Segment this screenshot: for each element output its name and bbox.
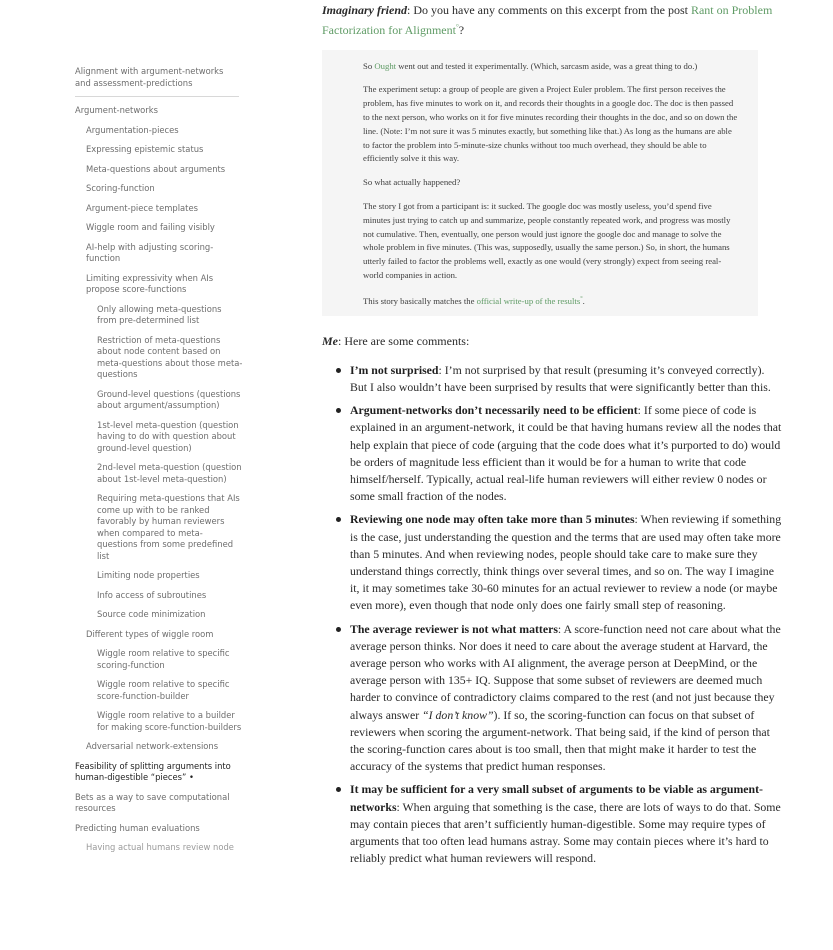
table-of-contents	[75, 66, 243, 852]
comments-list	[322, 362, 782, 868]
toc-item[interactable]: Bets as a way to save computational resources	[75, 791, 230, 813]
toc-item[interactable]: Argumentation-pieces	[86, 124, 179, 135]
toc-item[interactable]: 1st-level meta-question (question having to do with question about ground-level question)	[97, 419, 239, 453]
toc-item[interactable]: AI-help with adjusting scoring-function	[86, 241, 214, 263]
toc-item-current[interactable]: Feasibility of splitting arguments into human-digestible “pieces” •	[75, 760, 231, 782]
list-item: The average reviewer is not what matters: A score-function need not care about what the average person thinks. Nor does it need to care about the average student at Harvard, the average person who works with AI alignment, the average person at DeepMind, or the average person with 135+ IQ. Suppose that some subset of reviewers are deemed much harder to convince of contradictory claims compared to the rest (and not just because they always answer “I don’t know”). If so, the scoring-function can focus on that subset of reviewers when scoring the argument-network. That being said, if the kind of person that the scoring-function cares about is too small, then that might make it harder to test the accuracy of the systems that predict human responses.	[350, 621, 782, 776]
toc-item[interactable]: Limiting node properties	[97, 570, 200, 580]
toc-item[interactable]: Wiggle room relative to specific scoring-function	[97, 648, 230, 670]
list-item: I’m not surprised: I’m not surprised by that result (presuming it’s conveyed correctly). But I also wouldn’t have been surprised by results that were significantly better than this.	[350, 362, 782, 396]
quote-paragraph: The experiment setup: a group of people are given a Project Euler problem. The first person receives the problem, has five minutes to work on it, and records their thoughts in a google doc. The doc is then passed to the next person, who works on it for five minutes recording their thoughts in the doc, and so on down the line. (Note: I’m not sure it was 5 minutes exactly, but something like that.) As long as the humans are able to factor the problem into 5-minute-size chunks without too much overhead, they should be able to efficiently solve it this way.	[363, 84, 738, 164]
toc-item[interactable]: Predicting human evaluations	[75, 822, 200, 833]
quote-paragraph: So Ought went out and tested it experimentally. (Which, sarcasm aside, was a great thing to do.)	[363, 60, 698, 71]
toc-item[interactable]: Wiggle room relative to specific score-function-builder	[97, 679, 230, 701]
official-writeup-link[interactable]: official write-up of the results°	[476, 295, 583, 306]
friend-question: Imaginary friend: Do you have any comments on this excerpt from the post Rant on Problem Factorization for Alignment°?	[322, 3, 773, 38]
toc-item[interactable]: Limiting expressivity when AIs propose score-functions	[86, 272, 214, 294]
toc-item[interactable]: Restriction of meta-questions about node content based on meta-questions about those meta-questions	[97, 334, 243, 379]
list-item: It may be sufficient for a very small subset of arguments to be viable as argument-networks: When arguing that something is the case, there are lots of ways to do that. Some may contain pieces that aren’t sufficiently human-digestible. Some may require types of arguments that too often lead humans astray. Some may contain pieces where it’s hard to reliably predict what human reviewers will respond.	[350, 781, 782, 867]
me-response: Me: Here are some comments:	[322, 334, 470, 349]
toc-item[interactable]: Ground-level questions (questions about argument/assumption)	[97, 388, 241, 410]
list-item: Reviewing one node may often take more than 5 minutes: When reviewing if something is the case, just understanding the question and the terms that are used may often take more than 5 minutes. And when reviewing nodes, people should take care to make sure they understand things correctly, think things over several times, and so on. The way I imagine it, it may sometimes take 30-60 minutes for an actual reviewer to review a node (or maybe even more), even though that node only does one fairly small step of reasoning.	[350, 511, 782, 614]
quote-paragraph: So what actually happened?	[363, 177, 461, 188]
toc-item[interactable]: Alignment with argument-networks and assessment-predictions	[75, 66, 239, 97]
toc-item[interactable]: Source code minimization	[97, 609, 206, 619]
rant-post-link[interactable]: Rant on Problem Factorization for Alignment°	[322, 3, 773, 38]
quote-paragraph: This story basically matches the official write-up of the results°.	[363, 295, 585, 306]
current-section-marker: •	[189, 772, 194, 782]
quote-paragraph: The story I got from a participant is: it sucked. The google doc was mostly useless, you’d spend five minutes just trying to catch up and summarize, people constantly repeated work, and progress was mostly not cumulative. Then, eventually, one person would just ignore the google doc and manage to solve the whole problem in five minutes. (This was, supposedly, usually the same person.) So, in short, the humans utterly failed to factor the problems well, exactly as one would (very strongly) expect from seeing real-world companies in action.	[363, 200, 731, 280]
toc-item[interactable]: Adversarial network-extensions	[86, 741, 219, 751]
toc-item[interactable]: Only allowing meta-questions from pre-determined list	[97, 303, 222, 325]
me-speaker: Me	[322, 334, 338, 349]
toc-item[interactable]: Different types of wiggle room	[86, 628, 214, 639]
friend-speaker: Imaginary friend	[322, 3, 408, 17]
article-body	[322, 0, 782, 950]
list-item: Argument-networks don’t necessarily need to be efficient: If some piece of code is explained in an argument-network, it could be that having humans review all the nodes that help explain that piece of code (arguing that the code does what it’s purported to do) would be orders of magnitude less efficient than it would be for a human to write that code himself/herself. Typically, actual real-life human reviewers will either review 0 nodes or some small fraction of the nodes.	[350, 402, 782, 505]
toc-item[interactable]: Argument-piece templates	[86, 202, 198, 213]
friend-text: : Do you have any comments on this excerpt from the post	[407, 3, 691, 17]
ought-link[interactable]: Ought	[374, 60, 397, 71]
toc-item[interactable]: Scoring-function	[86, 183, 155, 193]
toc-item[interactable]: 2nd-level meta-question (question about 1st-level meta-question)	[97, 462, 242, 484]
toc-item[interactable]: Expressing epistemic status	[86, 144, 204, 154]
toc-item[interactable]: Argument-networks	[75, 105, 158, 115]
toc-item[interactable]: Having actual humans review node	[86, 842, 234, 852]
toc-item[interactable]: Requiring meta-questions that AIs come up with to be ranked favorably by human reviewers when compared to meta-questions from some predefined list	[97, 493, 240, 561]
toc-item[interactable]: Meta-questions about arguments	[86, 163, 226, 174]
toc-item[interactable]: Wiggle room relative to a builder for making score-function-builders	[97, 710, 242, 732]
toc-item[interactable]: Wiggle room and failing visibly	[86, 222, 215, 232]
toc-item[interactable]: Info access of subroutines	[97, 589, 207, 600]
post-excerpt-quote	[322, 50, 758, 317]
